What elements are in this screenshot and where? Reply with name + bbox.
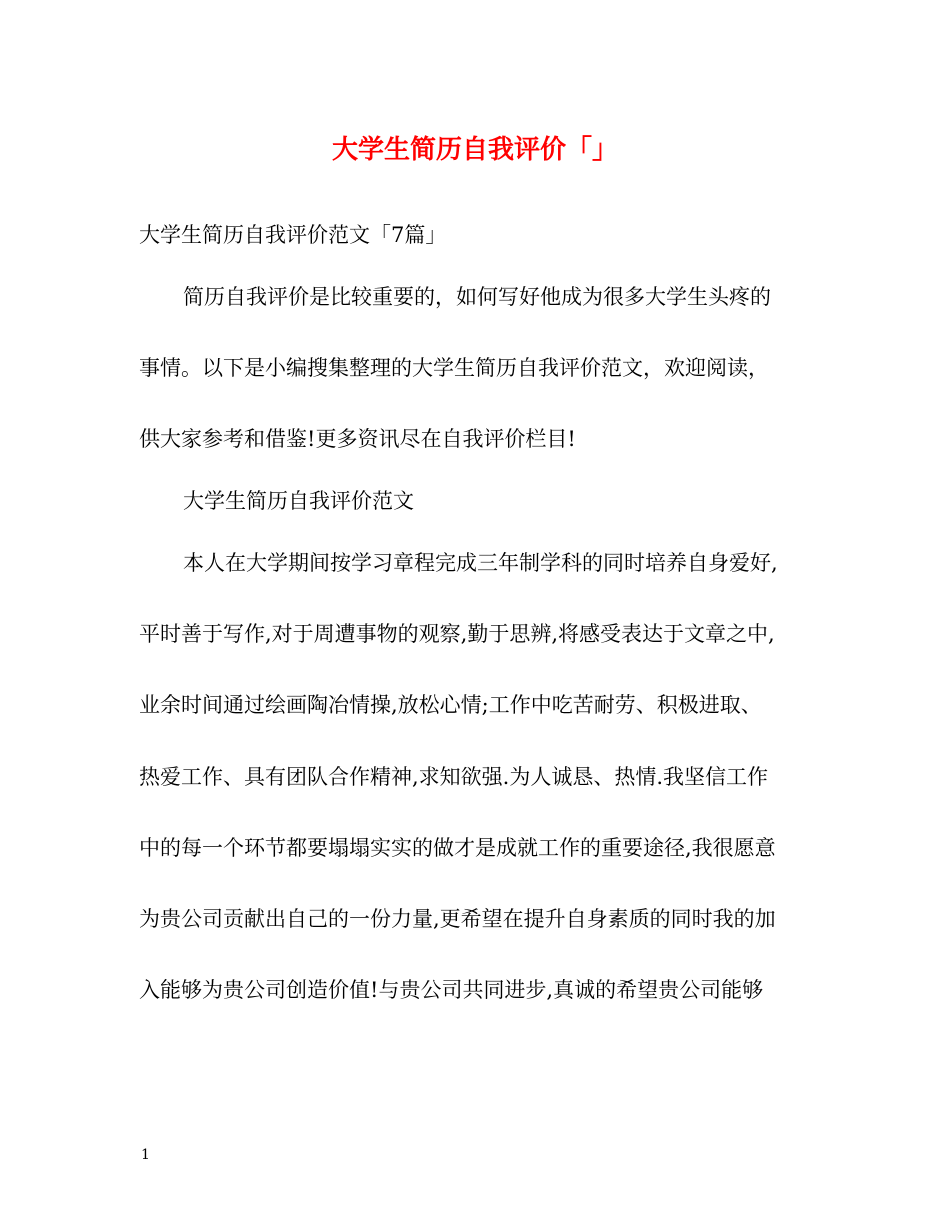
body-line-4: 热爱工作、具有团队合作精神,求知欲强.为人诚恳、热情.我坚信工作 xyxy=(139,765,769,789)
intro-line-1: 简历自我评价是比较重要的，如何写好他成为很多大学生头疼的 xyxy=(183,285,771,309)
body-line-5: 中的每一个环节都要塌塌实实的做才是成就工作的重要途径,我很愿意 xyxy=(139,836,776,860)
section-heading: 大学生简历自我评价范文 xyxy=(183,489,414,513)
body-line-3: 业余时间通过绘画陶冶情操,放松心情;工作中吃苦耐劳、积极进取、 xyxy=(139,693,762,717)
intro-line-2: 事情。以下是小编搜集整理的大学生简历自我评价范文，欢迎阅读， xyxy=(139,356,769,380)
page-title: 大学生简历自我评价「」 xyxy=(331,135,618,165)
intro-line-3: 供大家参考和借鉴!更多资讯尽在自我评价栏目! xyxy=(139,427,576,451)
body-line-2: 平时善于写作,对于周遭事物的观察,勤于思辨,将感受表达于文章之中, xyxy=(139,622,775,646)
body-line-7: 入能够为贵公司创造价值!与贵公司共同进步,真诚的希望贵公司能够 xyxy=(139,978,764,1002)
document-subtitle: 大学生简历自我评价范文「7篇」 xyxy=(139,223,447,247)
body-line-6: 为贵公司贡献出自己的一份力量,更希望在提升自身素质的同时我的加 xyxy=(139,907,776,931)
body-line-1: 本人在大学期间按学习章程完成三年制学科的同时培养自身爱好, xyxy=(183,551,778,575)
page-number: 1 xyxy=(141,1147,150,1163)
